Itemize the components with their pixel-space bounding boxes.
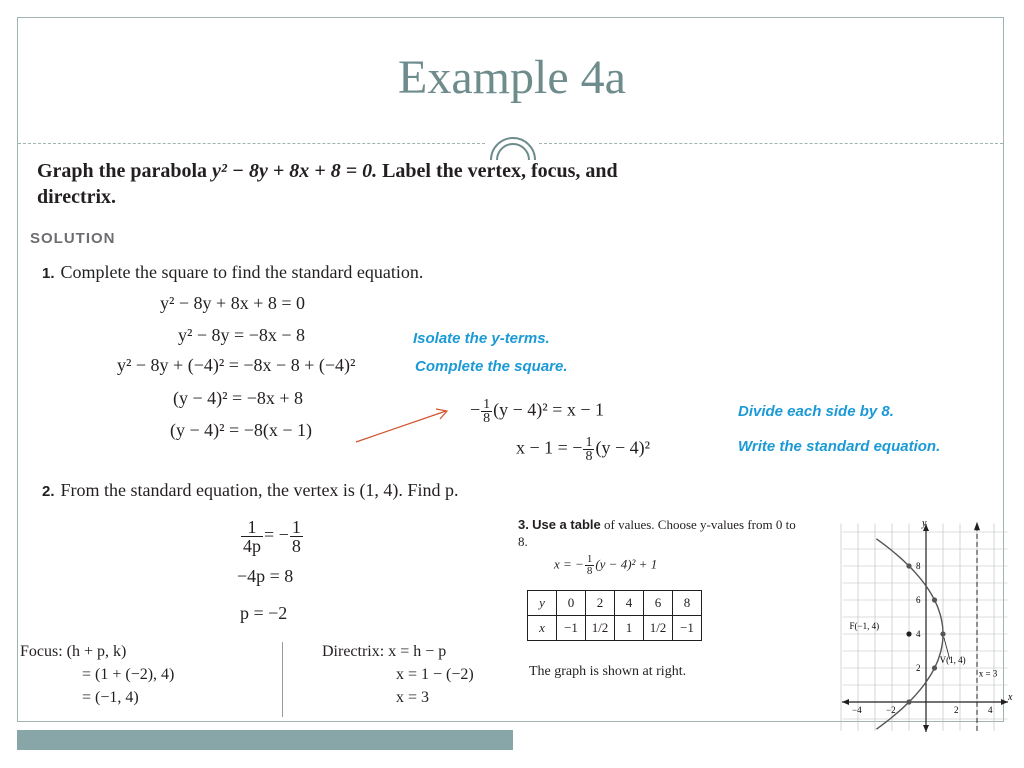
y-axis-label: y	[922, 518, 927, 529]
note-complete-square: Complete the square.	[415, 358, 568, 375]
step-1-text: Complete the square to find the standard equation.	[60, 262, 424, 282]
problem-text-post: Label the vertex, focus, and directrix.	[37, 160, 618, 208]
graph-caption: The graph is shown at right.	[529, 664, 687, 679]
values-table	[527, 590, 702, 641]
eq1-rnum: 1	[291, 517, 301, 537]
problem-statement	[37, 158, 697, 210]
directrix-line-1: Directrix: x = h − p	[322, 643, 447, 660]
focus-line-1: Focus: (h + p, k)	[20, 643, 127, 660]
step1-eq-2: y² − 8y = −8x − 8	[178, 325, 306, 345]
table-cell: 6	[644, 591, 673, 616]
y-axis-down-arrow-icon	[923, 725, 929, 732]
step1-eq-4: (y − 4)² = −8x + 8	[173, 388, 303, 408]
frac-num-2: 1	[585, 435, 593, 450]
slide-title: Example 4a	[398, 51, 626, 104]
vertex-label: V(1, 4)	[939, 654, 966, 665]
table-cell: 4	[615, 591, 644, 616]
step1-eq-5: (y − 4)² = −8(x − 1)	[170, 420, 312, 440]
step1-cont-eq-1	[470, 398, 604, 425]
table-header-y: y	[528, 591, 557, 616]
step1-eq-1: y² − 8y + 8x + 8 = 0	[160, 293, 306, 313]
cont-eq1-rhs: (y − 4)² = x − 1	[493, 399, 604, 420]
data-point	[932, 665, 937, 670]
column-divider	[282, 642, 283, 717]
fraction-one-eighth-2	[583, 436, 594, 463]
table-cell: 2	[586, 591, 615, 616]
table-row	[528, 616, 702, 641]
step-3	[518, 516, 808, 577]
step-3-number: 3.	[518, 517, 529, 532]
table-cell: −1	[557, 616, 586, 641]
directrix-line-2: x = 1 − (−2)	[396, 666, 474, 683]
step2-eq-1	[240, 518, 304, 555]
s3-eq-pre: x = −	[554, 556, 584, 572]
directrix-calculation	[322, 640, 474, 709]
y-tick-label: 4	[916, 629, 921, 639]
step-2	[42, 480, 458, 501]
directrix-label: x = 3	[978, 668, 998, 679]
step-3-bold: Use a table	[532, 517, 601, 532]
solution-label: SOLUTION	[30, 230, 116, 247]
step2-eq-2: −4p = 8	[237, 566, 294, 586]
x-axis-arrow-icon	[1001, 699, 1008, 705]
frac-den-2: 8	[585, 449, 593, 464]
eq1-rden: 8	[291, 536, 301, 556]
step-2-text: From the standard equation, the vertex is (1, 4). Find p.	[60, 480, 459, 500]
y-tick-label: 2	[916, 663, 921, 673]
s3-frac-num: 1	[586, 553, 593, 565]
problem-equation: y² − 8y + 8x + 8 = 0.	[212, 160, 378, 182]
x-tick-label: 2	[954, 705, 959, 715]
data-point	[932, 597, 937, 602]
footer-bar	[17, 730, 513, 750]
y-tick-label: 6	[916, 595, 921, 605]
table-cell: 1/2	[644, 616, 673, 641]
data-point	[940, 631, 945, 636]
table-header-x: x	[528, 616, 557, 641]
x-tick-label: −4	[852, 705, 862, 715]
focus-point	[906, 631, 911, 636]
frac-den: 8	[483, 411, 491, 426]
table-cell: 0	[557, 591, 586, 616]
directrix-line-3: x = 3	[396, 689, 430, 706]
step-3-text: of values. Choose y-values from 0 to 8.	[518, 517, 796, 549]
cont-eq1-sign: −	[470, 399, 481, 420]
continuation-arrow-icon	[354, 405, 454, 445]
data-point	[906, 563, 911, 568]
step-2-number: 2.	[42, 483, 55, 500]
table-cell: 1/2	[586, 616, 615, 641]
focus-calculation	[20, 640, 174, 709]
problem-text-pre: Graph the parabola	[37, 160, 213, 182]
note-isolate: Isolate the y-terms.	[413, 330, 550, 347]
fraction-1-over-8	[290, 518, 303, 555]
step1-cont-eq-2	[516, 436, 650, 463]
focus-label: F(−1, 4)	[849, 620, 880, 631]
focus-line-3: = (−1, 4)	[82, 689, 139, 706]
parabola-graph	[838, 514, 1012, 736]
frac-num: 1	[483, 397, 491, 412]
table-cell: −1	[673, 616, 702, 641]
fraction-1-over-4p	[241, 518, 263, 555]
fraction-one-eighth	[481, 398, 492, 425]
s3-frac	[585, 554, 595, 577]
s3-eq-post: (y − 4)² + 1	[595, 556, 658, 572]
step2-eq-3: p = −2	[240, 603, 288, 623]
x-tick-label: 4	[988, 705, 993, 715]
eq1-num: 1	[241, 518, 263, 537]
table-cell: 1	[615, 616, 644, 641]
eq1-rhs: = −	[264, 524, 289, 545]
table-cell: 8	[673, 591, 702, 616]
table-row	[528, 591, 702, 616]
graph-ticks	[849, 561, 993, 715]
data-point	[906, 699, 911, 704]
title-divider-right	[539, 143, 1003, 144]
y-tick-label: 8	[916, 561, 921, 571]
note-divide: Divide each side by 8.	[738, 403, 894, 420]
x-axis-label: x	[1008, 692, 1013, 703]
directrix-arrow-icon	[974, 522, 980, 531]
x-axis-left-arrow-icon	[842, 699, 849, 705]
s3-frac-den: 8	[586, 565, 593, 577]
title-divider-left	[18, 143, 485, 144]
x-tick-label: −2	[886, 705, 896, 715]
step-1	[42, 262, 423, 283]
cont-eq2-lhs: x − 1 = −	[516, 437, 583, 458]
step1-eq-3: y² − 8y + (−4)² = −8x − 8 + (−4)²	[117, 355, 356, 375]
step-1-number: 1.	[42, 265, 55, 282]
eq1-den: 4p	[243, 536, 261, 556]
note-standard-equation: Write the standard equation.	[738, 438, 941, 455]
cont-eq2-rhs: (y − 4)²	[595, 437, 651, 458]
focus-line-2: = (1 + (−2), 4)	[82, 666, 175, 683]
step-3-equation	[518, 554, 808, 577]
